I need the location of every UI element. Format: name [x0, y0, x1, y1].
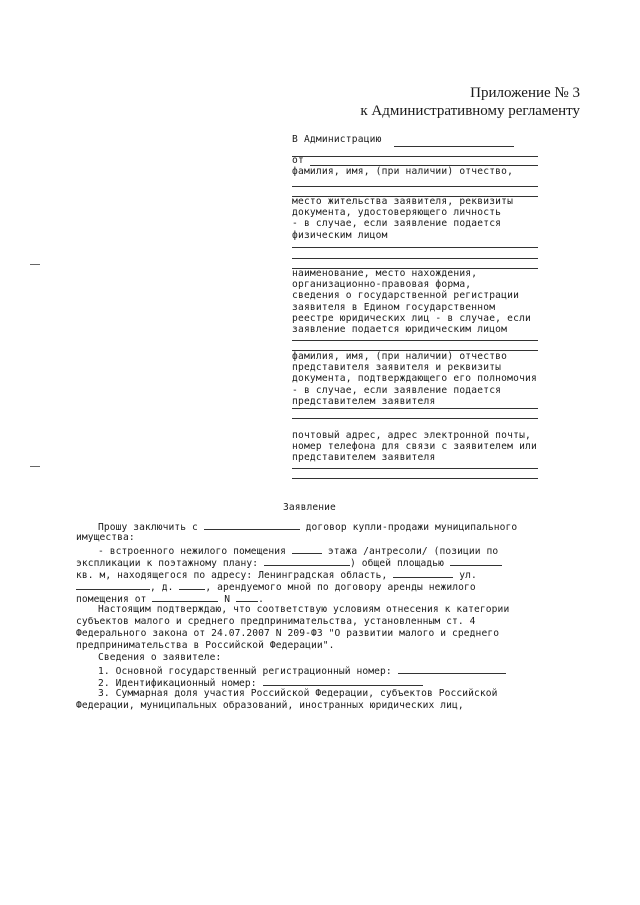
document-title: Заявление — [283, 502, 336, 513]
blank-line — [292, 418, 538, 419]
body-line: кв. м, находящегося по адресу: Ленинградская область, ул. — [76, 570, 477, 581]
body-line: помещения от N . — [76, 594, 264, 605]
applicant-fio-caption: фамилия, имя, (при наличии) отчество, — [292, 166, 514, 177]
blank-field — [450, 556, 502, 566]
individual-caption: место жительства заявителя, реквизиты документа, удостоверяющего личность - в случае, если заявление подается физическим лицом — [292, 196, 514, 241]
to-administration-label: В Администрацию — [292, 134, 382, 145]
body-line: 2. Идентификационный номер: — [98, 676, 423, 690]
from-label: от — [292, 155, 304, 166]
blank-line — [292, 258, 538, 259]
blank-line — [292, 408, 538, 409]
body-line: Федерации, муниципальных образований, иностранных юридических лиц, — [76, 700, 464, 711]
body-line: субъектов малого и среднего предпринимательства, установленным ст. 4 — [76, 616, 476, 627]
representative-caption: фамилия, имя, (при наличии) отчество представителя заявителя и реквизиты документа, подтверждающего его полномочия - в случае, если заявление подается представителем заявителя — [292, 351, 538, 407]
body-line: 3. Суммарная доля участия Российской Федерации, субъектов Российской — [98, 688, 498, 699]
body-line: Настоящим подтверждаю, что соответствую условиям отнесения к категории — [98, 604, 510, 615]
blank-field — [264, 556, 350, 566]
margin-mark — [30, 466, 40, 467]
body-line: , д. , арендуемого мной по договору аренды нежилого — [76, 580, 476, 594]
contact-caption: почтовый адрес, адрес электронной почты, номер телефона для связи с заявителем или представителем заявителя — [292, 430, 538, 464]
blank-field — [292, 544, 322, 554]
margin-mark — [30, 264, 40, 265]
blank-field — [204, 520, 300, 530]
body-line: Сведения о заявителе: — [98, 652, 222, 663]
blank-line — [292, 186, 538, 187]
blank-line — [292, 340, 538, 341]
body-line: Прошу заключить с договор купли-продажи муниципального — [98, 522, 518, 533]
body-line: предпринимательства в Российской Федерации". — [76, 640, 335, 651]
blank-field — [393, 568, 453, 578]
blank-line — [292, 468, 538, 469]
body-line: имущества: — [76, 532, 135, 543]
blank-field — [236, 592, 258, 602]
blank-field — [179, 580, 205, 590]
appendix-number: Приложение № 3 — [470, 85, 580, 101]
blank-field — [263, 676, 423, 686]
legal-entity-caption: наименование, место нахождения, организационно-правовая форма, сведения о государственной регистрации заявителя в Едином государственном реестре юридических лиц - в случае, если заявление подается юридическим лицом — [292, 268, 532, 336]
body-line: экспликации к поэтажному плану: ) общей площадью — [76, 556, 502, 570]
blank-line — [292, 478, 538, 479]
appendix-heading — [360, 84, 580, 120]
blank-line — [394, 146, 514, 147]
blank-line — [292, 156, 538, 157]
blank-line — [292, 247, 538, 248]
body-line: Федерального закона от 24.07.2007 N 209-ФЗ "О развитии малого и среднего — [76, 628, 500, 639]
body-line: 1. Основной государственный регистрационный номер: — [98, 664, 506, 678]
blank-field — [152, 592, 218, 602]
blank-field — [76, 580, 150, 590]
body-line: - встроенного нежилого помещения этажа /антресоли/ (позиции по — [98, 546, 499, 557]
blank-field — [398, 664, 506, 674]
appendix-reference: к Административному регламенту — [360, 103, 580, 119]
